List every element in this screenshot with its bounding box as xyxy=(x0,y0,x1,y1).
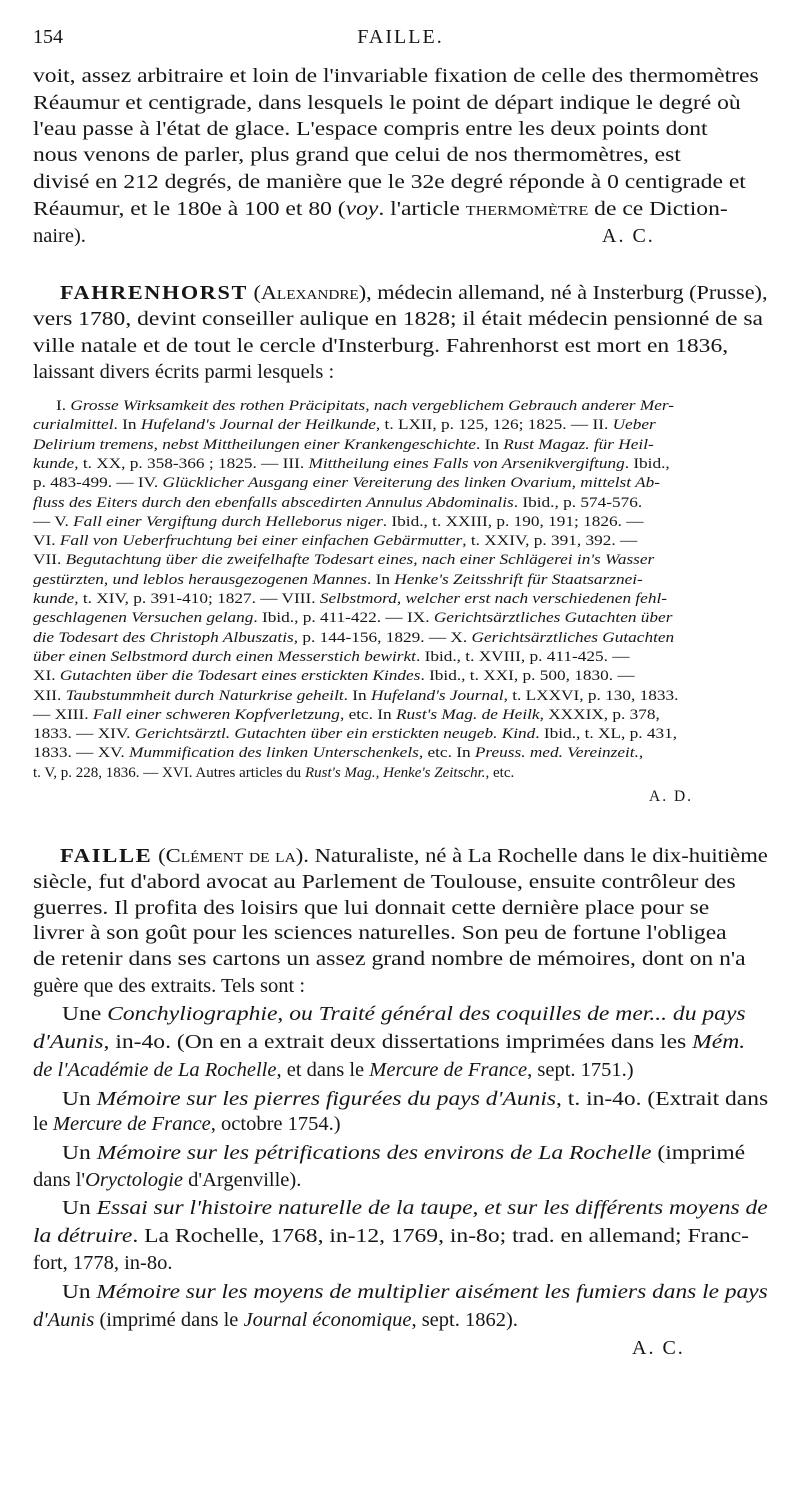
text-run: , in-4o. (On en a extrait deux dissertations imprimées dans les xyxy=(103,1031,693,1053)
text-run: dans l' xyxy=(33,1169,86,1191)
text-run: VI. xyxy=(33,533,60,550)
body-line xyxy=(33,1113,341,1136)
text-run: , p. 144-156, 1829. — X. xyxy=(293,629,472,646)
text-run: curialmittel xyxy=(33,417,114,434)
text-run: Mercure de France xyxy=(369,1059,528,1081)
text-run: Gutachten über die Todesart eines erstickten Kindes xyxy=(59,668,421,685)
text-run: . Ibid., t. XL, p. 431, xyxy=(535,726,678,743)
text-run: FAILLE xyxy=(60,845,153,867)
bibliography-line xyxy=(33,610,672,627)
text-run: Réaumur et centigrade, dans lesquels le point de départ indique le degré où xyxy=(33,92,741,114)
text-run: — V. xyxy=(33,513,74,530)
text-run: geschlagenen Versuchen gelang xyxy=(33,610,254,627)
text-run: , sept. 1862). xyxy=(411,1309,518,1331)
text-run: gestürzten, und leblos herausgezogenen Mannes xyxy=(33,571,367,588)
text-run: t. V, p. 228, 1836. — XVI. Autres articles du xyxy=(33,764,305,781)
text-run: Delirium tremens, nebst Mittheilungen einer Krankengeschichte xyxy=(33,436,476,453)
text-run: kunde xyxy=(33,591,75,607)
text-run: de l'Académie de La Rochelle xyxy=(33,1059,277,1081)
text-run: kunde xyxy=(33,455,75,472)
body-line xyxy=(33,92,741,115)
text-run: de ce Diction- xyxy=(588,198,728,220)
body-line xyxy=(33,1031,745,1054)
text-run: ), médecin allemand, né à Insterburg (Prusse), xyxy=(358,282,768,304)
body-line xyxy=(33,335,728,358)
text-run: d'Aunis xyxy=(33,1031,104,1053)
body-line xyxy=(33,225,86,248)
body-line xyxy=(33,922,727,945)
text-run: Clément de la xyxy=(165,845,296,867)
body-line xyxy=(33,1309,518,1332)
bibliography-line xyxy=(33,765,514,782)
bibliography-line xyxy=(33,552,654,569)
bibliography-line xyxy=(56,398,674,415)
text-run: voit, assez arbitraire et loin de l'invariable fixation de celle des thermomètres xyxy=(33,65,759,87)
bibliography-line xyxy=(33,630,674,647)
bibliography-line xyxy=(33,456,670,473)
text-run: guerres. Il profita des loisirs que lui donnait cette dernière place pour se xyxy=(33,897,710,919)
text-run: Alexandre xyxy=(260,282,359,304)
text-run: über einen Selbstmord durch einen Messerstich bewirkt xyxy=(33,648,416,665)
text-run: — XIII. xyxy=(33,706,93,723)
text-run: ville natale et de tout le cercle d'Insterburg. Fahrenhorst est mort en 1836, xyxy=(33,335,729,357)
bibliography-line xyxy=(33,437,654,454)
page-number: 154 xyxy=(33,26,63,48)
text-run: , t. LXII, p. 125, 126; 1825. — II. xyxy=(375,417,613,434)
text-run: , et dans le xyxy=(276,1059,370,1081)
text-run: Conchyliographie xyxy=(107,1003,278,1025)
text-run: FAHRENHORST xyxy=(60,282,248,304)
text-run: Fall von Ueberfruchtung bei einer einfachen Gebärmutter xyxy=(59,533,463,550)
text-run: . La Rochelle, 1768, in-12, 1769, in-8o; trad. en allemand; Franc- xyxy=(132,1225,750,1247)
text-run: , xyxy=(277,1003,290,1025)
body-line xyxy=(33,1225,749,1248)
text-run: , t. XIV, p. 391-410; 1827. — VIII. xyxy=(74,591,320,607)
text-run: Un xyxy=(62,1281,97,1303)
text-run: Taubstummheit durch Naturkrise geheilt xyxy=(65,687,344,704)
text-run: de retenir dans ses cartons un assez grand nombre de mémoires, dont on n'a xyxy=(33,948,746,970)
text-run: Journal économique xyxy=(243,1309,412,1331)
text-run: d'Aunis xyxy=(33,1309,95,1331)
body-line xyxy=(33,871,736,894)
text-run: , XXXIX, p. 378, xyxy=(539,706,660,723)
bibliography-line xyxy=(33,533,637,550)
body-line xyxy=(33,171,746,194)
text-run: , sept. 1751.) xyxy=(527,1059,634,1081)
text-run: Mémoire sur les pétrifications des environs de La Rochelle xyxy=(96,1142,652,1164)
text-run: Rust Magaz. für Heil- xyxy=(503,436,654,453)
text-run: Mémoire sur les moyens de multiplier aisément les fumiers dans le pays xyxy=(96,1281,768,1303)
body-line xyxy=(33,144,681,167)
text-run: Henke's Zeitsshrift für Staatsarznei- xyxy=(394,571,643,588)
text-run: Oryctologie xyxy=(85,1169,184,1191)
text-run: le xyxy=(33,1113,53,1135)
text-run: ( xyxy=(247,282,261,304)
body-line xyxy=(62,1281,768,1304)
text-run: Preuss. med. Vereinzeit. xyxy=(474,745,639,762)
running-title: FAILLE. xyxy=(357,26,444,48)
body-line xyxy=(33,1252,173,1275)
text-run: Essai sur l'histoire naturelle de la taupe, et sur les différents moyens de xyxy=(96,1197,768,1219)
text-run: Selbstmord, welcher erst nach verschiedenen fehl- xyxy=(319,591,668,607)
text-run: . Ibid., t. XXIII, p. 190, 191; 1826. — xyxy=(382,513,644,530)
body-line xyxy=(62,1142,745,1165)
signature: A. D. xyxy=(649,788,694,805)
body-line xyxy=(33,361,334,384)
text-run: , etc. In xyxy=(339,706,396,723)
text-run: . Ibid., t. XXI, p. 500, 1830. — xyxy=(420,668,635,685)
bibliography-line xyxy=(33,745,643,762)
text-run: , etc. In xyxy=(418,745,475,762)
text-run: die Todesart des Christoph Albuszatis xyxy=(33,629,294,646)
text-run: Rust's Mag., Henke's Zeitschr. xyxy=(304,764,486,781)
text-run: Mém. xyxy=(692,1031,746,1053)
body-line xyxy=(33,1169,301,1192)
bibliography-line xyxy=(33,495,642,512)
text-run: Gerichtsärztl. Gutachten über ein erstickten neugeb. Kind xyxy=(134,726,536,743)
body-line xyxy=(33,65,759,88)
bibliography-line xyxy=(33,649,629,666)
text-run: XI. xyxy=(33,668,60,685)
text-run: Mercure de France xyxy=(52,1113,211,1135)
text-run: Un xyxy=(62,1197,97,1219)
text-run: I. xyxy=(56,398,71,414)
text-run: Une xyxy=(62,1003,108,1025)
signature: A. C. xyxy=(602,225,655,247)
text-run: fluss des Eiters durch den ebenfalls abscedirten Annulus Abdominalis xyxy=(33,494,514,511)
bibliography-line xyxy=(33,417,656,434)
text-run: , xyxy=(638,745,644,762)
text-run: . Ibid., t. XVIII, p. 411-425. — xyxy=(415,648,630,665)
text-run: ). Naturaliste, né à La Rochelle dans le dix-huitième xyxy=(295,845,768,867)
text-run: , octobre 1754.) xyxy=(210,1113,341,1135)
text-run: Hufeland's Journal xyxy=(370,687,504,704)
text-run: Réaumur, et le 180e à 100 et 80 ( xyxy=(33,198,346,220)
text-run: VII. xyxy=(33,552,66,569)
text-run: . Ibid., p. 411-422. — IX. xyxy=(253,610,434,627)
body-line xyxy=(62,1088,768,1111)
text-run: Mittheilung eines Falls von Arsenikvergiftung xyxy=(308,455,625,472)
text-run: , t. XXIV, p. 391, 392. — xyxy=(462,533,638,550)
text-run: Mémoire sur les pierres figurées du pays d'Aunis xyxy=(96,1088,557,1110)
text-run: l'eau passe à l'état de glace. L'espace compris entre les deux points dont xyxy=(33,118,708,140)
text-run: Gerichtsärztliches Gutachten xyxy=(471,629,675,646)
text-run: (imprimé xyxy=(651,1142,746,1164)
text-run: ( xyxy=(152,845,166,867)
text-run: . In xyxy=(113,417,141,434)
text-run: XII. xyxy=(33,687,66,704)
bibliography-line xyxy=(33,514,643,531)
page-header xyxy=(33,26,768,54)
body-line xyxy=(33,948,746,971)
text-run: . In xyxy=(475,436,504,453)
bibliography-line xyxy=(33,668,635,685)
text-run: Grosse Wirksamkeit des rothen Präcipitats, nach vergeblichem Gebrauch anderer Mer- xyxy=(70,398,674,414)
text-run: p. 483-499. — IV. xyxy=(33,475,163,492)
bibliography-line xyxy=(33,707,660,724)
text-run: fort, 1778, in-8o. xyxy=(33,1252,173,1274)
text-run: livrer à son goût pour les sciences naturelles. Son peu de fortune l'obligea xyxy=(33,922,727,944)
text-run: Mummification des linken Unterschenkels xyxy=(129,745,419,762)
text-run: Ueber xyxy=(612,417,656,434)
body-line xyxy=(33,198,728,221)
text-run: thermomètre xyxy=(465,198,589,220)
text-run: Gerichtsärztliches Gutachten über xyxy=(433,610,673,627)
bibliography-line xyxy=(33,688,678,705)
body-line xyxy=(33,1059,634,1082)
signature: A. C. xyxy=(632,1337,685,1359)
text-run: la détruire xyxy=(33,1225,133,1247)
text-run: . In xyxy=(343,687,371,704)
text-run: siècle, fut d'abord avocat au Parlement de Toulouse, ensuite contrôleur des xyxy=(33,871,736,893)
text-run: d'Argenville). xyxy=(183,1169,302,1191)
text-run: (imprimé dans le xyxy=(94,1309,244,1331)
text-run: ou Traité général des coquilles de mer... du pays xyxy=(289,1003,746,1025)
body-line xyxy=(62,1197,768,1220)
bibliography-line xyxy=(33,475,660,492)
body-line xyxy=(33,897,709,920)
text-run: vers 1780, devint conseiller aulique en 1828; il était médecin pensionné de sa xyxy=(33,308,763,330)
text-run: Begutachtung über die zweifelhafte Todesart eines, nach einer Schlägerei in's Wasser xyxy=(65,552,655,569)
bibliography-line xyxy=(33,591,667,608)
entry-heading-line xyxy=(60,282,768,305)
bibliography-line xyxy=(33,572,643,589)
text-run: , etc. xyxy=(485,764,515,781)
text-run: Fall einer Vergiftung durch Helleborus niger xyxy=(73,513,383,530)
text-run: voy xyxy=(345,198,379,220)
text-run: . In xyxy=(366,571,395,588)
text-run: nous venons de parler, plus grand que celui de nos thermomètres, est xyxy=(33,144,681,166)
text-run: Glücklicher Ausgang einer Vereiterung des linken Ovarium, mittelst Ab- xyxy=(162,475,660,492)
text-run: divisé en 212 degrés, de manière que le 32e degré réponde à 0 centigrade et xyxy=(33,171,746,193)
body-line xyxy=(33,308,763,331)
text-run: . Ibid., xyxy=(624,455,670,472)
text-run: Un xyxy=(62,1142,97,1164)
text-run: Fall einer schweren Kopfverletzung xyxy=(92,706,340,723)
text-run: 1833. — XV. xyxy=(33,745,130,762)
body-line xyxy=(33,975,305,998)
text-run: , t. XX, p. 358-366 ; 1825. — III. xyxy=(74,455,309,472)
text-run: . Ibid., p. 574-576. xyxy=(513,494,643,511)
text-run: . l'article xyxy=(378,198,466,220)
entry-heading-line xyxy=(60,845,768,868)
text-run: laissant divers écrits parmi lesquels : xyxy=(33,361,335,383)
text-run: , t. LXXVI, p. 130, 1833. xyxy=(503,687,679,704)
text-run: guère que des extraits. Tels sont : xyxy=(33,975,306,997)
text-run: Rust's Mag. de Heilk xyxy=(395,706,540,723)
body-line xyxy=(33,118,708,141)
text-run: naire). xyxy=(33,225,86,247)
text-run: Hufeland's Journal der Heilkunde xyxy=(140,417,376,434)
bibliography-line xyxy=(33,726,677,743)
text-run: 1833. — XIV. xyxy=(33,726,135,743)
body-line xyxy=(62,1003,746,1026)
text-run: , t. in-4o. (Extrait dans xyxy=(556,1088,769,1110)
text-run: Un xyxy=(62,1088,97,1110)
